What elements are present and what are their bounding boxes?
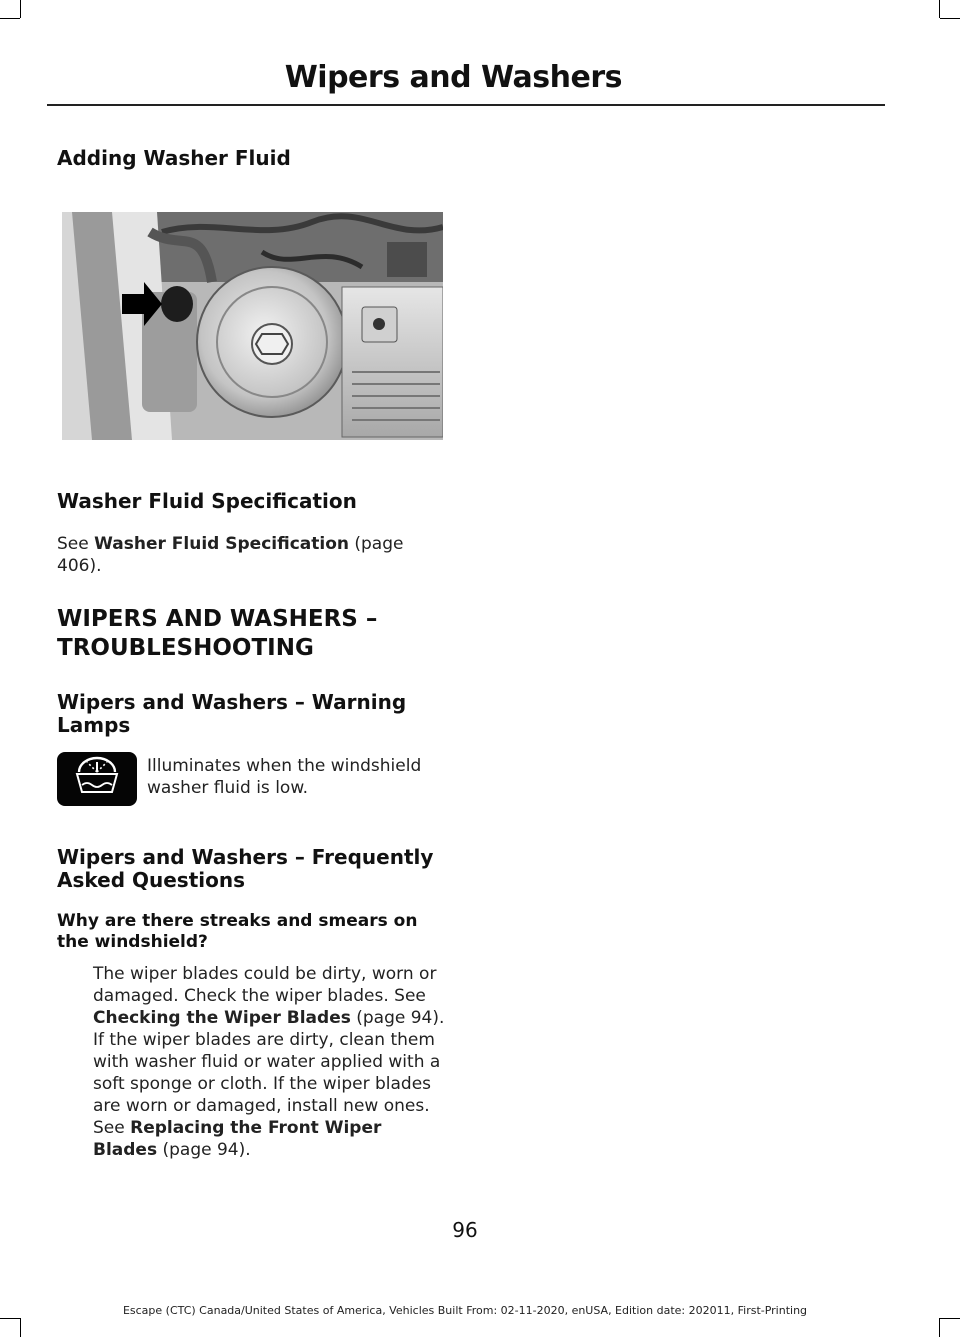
heading-warning-lamps: Wipers and Washers – Warning Lamps bbox=[57, 690, 407, 737]
page-number: 96 bbox=[452, 1218, 478, 1242]
heading-adding-washer-fluid: Adding Washer Fluid bbox=[57, 146, 291, 170]
page-header-title: Wipers and Washers bbox=[284, 60, 622, 95]
header-divider bbox=[47, 104, 885, 106]
faq-question: Why are there streaks and smears on the windshield? bbox=[57, 911, 418, 952]
page-reference: (page 406). bbox=[57, 534, 404, 576]
engine-bay-illustration bbox=[62, 212, 443, 440]
checking-wiper-blades-link[interactable]: Checking the Wiper Blades bbox=[93, 1008, 351, 1028]
see-prefix: See bbox=[57, 534, 95, 554]
crop-mark bbox=[0, 18, 20, 19]
crop-mark bbox=[940, 18, 960, 19]
replacing-wiper-blades-link[interactable]: Replacing the Front Wiper Blades bbox=[93, 1118, 382, 1160]
crop-mark bbox=[20, 0, 21, 18]
crop-mark bbox=[939, 1318, 940, 1337]
faq-answer bbox=[93, 963, 449, 1161]
fluid-spec-reference bbox=[57, 533, 447, 577]
footer-edition-info: Escape (CTC) Canada/United States of America, Vehicles Built From: 02-11-2020, enUSA, Edition date: 202011, First-Printing bbox=[122, 1304, 808, 1317]
crop-mark bbox=[939, 0, 940, 18]
crop-mark bbox=[0, 1318, 20, 1319]
fluid-spec-link[interactable]: Washer Fluid Specification bbox=[94, 534, 349, 554]
heading-troubleshooting-line2: TROUBLESHOOTING bbox=[57, 635, 314, 661]
heading-washer-fluid-specification: Washer Fluid Specification bbox=[57, 489, 357, 513]
crop-mark bbox=[20, 1318, 21, 1337]
warning-lamp-description: Illuminates when the windshield washer fluid is low. bbox=[147, 756, 422, 798]
heading-faq: Wipers and Washers – Frequently Asked Questions bbox=[57, 845, 434, 892]
answer-text: The wiper blades could be dirty, worn or damaged. Check the wiper blades. See bbox=[93, 964, 437, 1006]
washer-fluid-warning-icon bbox=[57, 752, 137, 806]
answer-text: (page 94). bbox=[157, 1140, 251, 1160]
crop-mark bbox=[940, 1318, 960, 1319]
answer-text: (page 94). If the wiper blades are dirty, clean them with washer fluid or water applied with a soft sponge or cloth. If the wiper blades are worn or damaged, install new ones. See bbox=[93, 1008, 445, 1138]
heading-troubleshooting-line1: WIPERS AND WASHERS – bbox=[57, 606, 378, 632]
washer-reservoir-figure bbox=[62, 212, 443, 440]
